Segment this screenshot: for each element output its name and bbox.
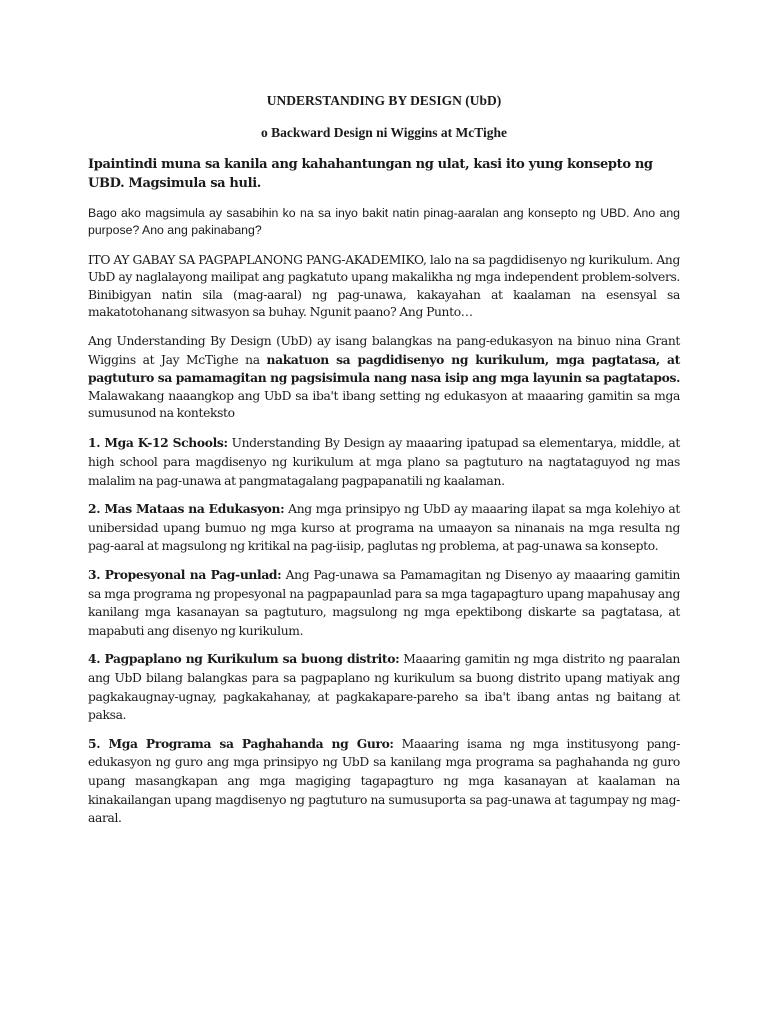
list-item-heading: 1. Mga K-12 Schools: bbox=[88, 435, 228, 451]
definition-end: Malawakang naaangkop ang UbD sa iba't ibang setting ng edukasyon at maaaring gamitin sa mga sumusunod na konteksto bbox=[88, 388, 680, 421]
document-page bbox=[88, 92, 680, 838]
list-item bbox=[88, 566, 680, 640]
definition-paragraph bbox=[88, 333, 680, 422]
definition-start: Ang Understanding By Design (UbD) ay isang balangkas na pang-edukasyon na binuo nina Grant Wiggins at Jay McTighe na bbox=[88, 334, 680, 367]
list-item bbox=[88, 735, 680, 828]
document-title: UNDERSTANDING BY DESIGN (UbD) bbox=[266, 93, 502, 108]
lead-paragraph: Ipaintindi muna sa kanila ang kahahantungan ng ulat, kasi ito yung konsepto ng UBD. Magsimula sa huli. bbox=[88, 157, 653, 191]
list-item-heading: 4. Pagpaplano ng Kurikulum sa buong distrito: bbox=[88, 651, 400, 667]
list-item-body: Maaaring isama ng mga institusyong pang-edukasyon ng guro ang mga prinsipyo ng UbD sa kanilang mga programa sa paghahanda ng guro upang masangkapan ang mga magiging tagapagturo ng mga kasanayan at kaalaman na kinakailangan upang magdisenyo ng pagtuturo na sumusuporta sa pag-unawa at tagumpay ng mag-aaral. bbox=[88, 736, 681, 826]
list-item-heading: 3. Propesyonal na Pag-unlad: bbox=[88, 567, 282, 583]
list-item bbox=[88, 650, 680, 724]
list-item-body: Understanding By Design ay maaaring ipatupad sa elementarya, middle, at high school para magdisenyo ng kurikulum at mga plano sa pagtuturo na nagtataguyod ng mas malalim na pag-unawa at pangmatagalang pagpapanatili ng kaalaman. bbox=[88, 436, 680, 488]
list-item bbox=[88, 434, 680, 490]
definition-emphasis: nakatuon sa pagdidisenyo ng kurikulum, mga pagtatasa, at pagtuturo sa pamamagitan ng pagsisimula nang nasa isip ang mga layunin sa pagtatapos. bbox=[88, 351, 680, 386]
intro-paragraph bbox=[88, 205, 680, 240]
guide-paragraph: ITO AY GABAY SA PAGPAPLANONG PANG-AKADEMIKO, lalo na sa pagdidisenyo ng kurikulum. Ang UbD ay naglalayong mailipat ang pagkatuto upang makalikha ng mga independent problem-solvers. Binibigyan natin sila (mag-aaral) ng pag-unawa, kakayahan at kaalaman na esensyal sa makatotohanang sitwasyon sa buhay. Ngunit paano? Ang Punto… bbox=[88, 252, 680, 320]
intro-text: Bago ako magsimula ay sasabihin ko na sa inyo bakit natin pinag-aaralan ang konsepto ng UBD. Ano ang purpose? Ano ang pakinabang? bbox=[88, 206, 680, 238]
list-item-body: Maaaring gamitin ng mga distrito ng paaralan ang UbD bilang balangkas para sa pagpaplano ng kurikulum sa buong distrito upang matiyak ang pagkakaugnay-ugnay, pagkakahanay, at pagkakapare-pareho sa iba't ibang antas ng baitang at paksa. bbox=[88, 652, 680, 723]
document-subtitle: o Backward Design ni Wiggins at McTighe bbox=[260, 125, 508, 140]
list-item-heading: 5. Mga Programa sa Paghahanda ng Guro: bbox=[88, 735, 394, 751]
list-item-body: Ang Pag-unawa sa Pamamagitan ng Disenyo ay maaaring gamitin sa mga programa ng propesyonal na pagpapaunlad para sa mga tagapagturo upang mapahusay ang kanilang mga kasanayan sa pagtuturo, magsulong ng mga epektibong diskarte sa pagtatasa, at mapabuti ang disenyo ng kurikulum. bbox=[88, 568, 680, 638]
list-item bbox=[88, 500, 680, 556]
list-item-heading: 2. Mas Mataas na Edukasyon: bbox=[88, 501, 285, 517]
list-item-body: Ang mga prinsipyo ng UbD ay maaaring ilapat sa mga kolehiyo at unibersidad upang bumuo ng mga kurso at programa na umaayon sa ninanais na mga resulta ng pag-aaral at magsulong ng kritikal na pag-iisip, paglutas ng problema, at pag-unawa sa konsepto. bbox=[88, 502, 680, 554]
